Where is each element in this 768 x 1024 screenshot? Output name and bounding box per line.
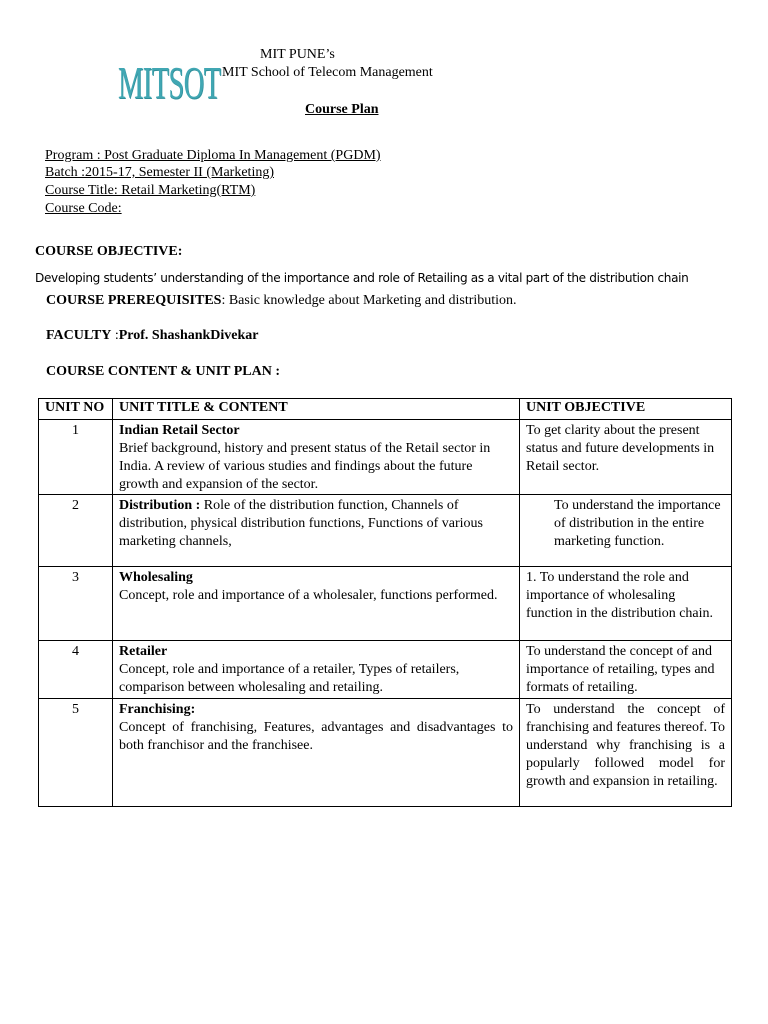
objective-text: Developing students’ understanding of the importance and role of Retailing as a vital part of the distribution chain xyxy=(35,271,689,285)
unit-content-cell xyxy=(113,495,520,567)
unit-content: Role of the distribution function, Channels of distribution, physical distribution functions, Functions of various marketing channels, xyxy=(119,498,483,549)
unit-plan-table xyxy=(38,398,732,807)
unit-no: 3 xyxy=(39,567,113,641)
school-name: MIT School of Telecom Management xyxy=(222,65,433,80)
course-code-line: Course Code: xyxy=(45,201,122,216)
unit-title: Wholesaling xyxy=(119,570,193,585)
unit-content-cell xyxy=(113,699,520,807)
unit-objective: 1. To understand the role and importance of wholesaling function in the distribution chain. xyxy=(520,567,732,641)
unit-title: Distribution : xyxy=(119,498,201,513)
prerequisites-text: : Basic knowledge about Marketing and distribution. xyxy=(221,293,517,308)
faculty-line xyxy=(46,327,259,345)
table-header-row xyxy=(39,399,732,420)
unit-title: Indian Retail Sector xyxy=(119,423,240,438)
unit-title: Retailer xyxy=(119,644,168,659)
header-unit-title: UNIT TITLE & CONTENT xyxy=(113,399,520,420)
table-row xyxy=(39,420,732,495)
unit-no: 4 xyxy=(39,641,113,699)
unit-content-cell xyxy=(113,641,520,699)
unit-content-cell xyxy=(113,567,520,641)
content-heading: COURSE CONTENT & UNIT PLAN : xyxy=(46,364,281,379)
faculty-heading: FACULTY xyxy=(46,328,112,343)
unit-objective: To understand the concept of franchising and features thereof. To understand why franchising is a popularly followed model for growth and expansion in retailing. xyxy=(520,699,732,807)
prerequisites-heading: COURSE PREREQUISITES xyxy=(46,293,222,308)
table-row xyxy=(39,641,732,699)
header-unit-no: UNIT NO xyxy=(39,399,113,420)
unit-content: Brief background, history and present status of the Retail sector in India. A review of various studies and findings about the future growth and expansion of the sector. xyxy=(119,441,491,492)
table-row xyxy=(39,495,732,567)
unit-title: Franchising: xyxy=(119,702,196,717)
document-title: Course Plan xyxy=(305,102,379,117)
mitsot-logo: MITSOT xyxy=(118,57,221,108)
unit-content: Concept of franchising, Features, advantages and disadvantages to both franchisor and the franchisee. xyxy=(119,720,513,753)
header-unit-objective: UNIT OBJECTIVE xyxy=(520,399,732,420)
faculty-name: Prof. ShashankDivekar xyxy=(118,328,259,343)
unit-content: Concept, role and importance of a retailer, Types of retailers, comparison between wholesaling and retailing. xyxy=(119,662,460,695)
unit-no: 2 xyxy=(39,495,113,567)
unit-content-cell xyxy=(113,420,520,495)
batch-line: Batch :2015-17, Semester II (Marketing) xyxy=(45,165,274,180)
course-title-line: Course Title: Retail Marketing(RTM) xyxy=(45,183,256,198)
unit-no: 5 xyxy=(39,699,113,807)
prerequisites-line xyxy=(46,292,517,310)
unit-no: 1 xyxy=(39,420,113,495)
unit-objective: To understand the importance of distribution in the entire marketing function. xyxy=(520,495,732,567)
unit-objective: To understand the concept of and importance of retailing, types and formats of retailing. xyxy=(520,641,732,699)
program-line: Program : Post Graduate Diploma In Management (PGDM) xyxy=(45,148,381,163)
unit-content: Concept, role and importance of a wholesaler, functions performed. xyxy=(119,588,498,603)
table-row xyxy=(39,567,732,641)
unit-objective: To get clarity about the present status and future developments in Retail sector. xyxy=(520,420,732,495)
institute-name: MIT PUNE’s xyxy=(260,47,335,62)
table-row xyxy=(39,699,732,807)
objective-heading: COURSE OBJECTIVE: xyxy=(35,244,183,259)
faculty-separator: : xyxy=(111,328,119,343)
